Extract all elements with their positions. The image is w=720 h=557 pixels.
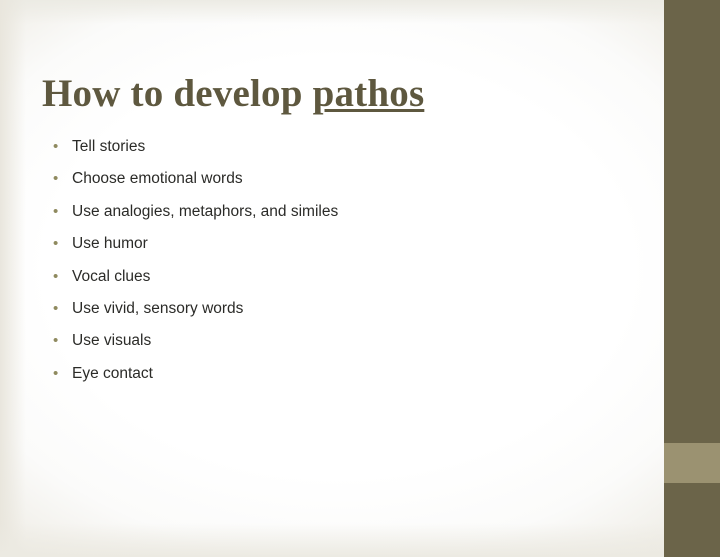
- list-item-label: Choose emotional words: [72, 170, 243, 188]
- bullet-dot-icon: •: [53, 170, 59, 188]
- right-accent-band-lower: [664, 483, 720, 557]
- list-item: [48, 131, 628, 163]
- list-item-label: Use vivid, sensory words: [72, 300, 244, 318]
- list-item-label: Tell stories: [72, 138, 146, 155]
- bullet-dot-icon: •: [53, 300, 59, 318]
- list-item: [48, 228, 628, 260]
- bullet-dot-icon: •: [53, 267, 59, 285]
- list-item: [48, 163, 628, 195]
- list-item-label: Use humor: [72, 235, 148, 253]
- list-item: [48, 196, 628, 228]
- list-item: [48, 358, 628, 390]
- list-item-label: Use visuals: [72, 332, 152, 350]
- right-accent-band-light: [664, 443, 720, 483]
- list-item: [48, 325, 628, 357]
- list-item-label: Eye contact: [72, 364, 153, 382]
- left-vignette: [0, 0, 26, 557]
- bullet-list: [48, 131, 628, 390]
- list-item-label: Use analogies, metaphors, and similes: [72, 202, 339, 220]
- bullet-dot-icon: •: [53, 202, 59, 220]
- bullet-dot-icon: •: [53, 235, 59, 253]
- bullet-dot-icon: •: [53, 332, 59, 350]
- list-item-label: Vocal clues: [72, 267, 151, 285]
- slide-title-prefix: How to develop: [42, 72, 313, 116]
- slide-title-emphasis: pathos: [312, 72, 425, 116]
- bottom-vignette: [0, 523, 664, 557]
- bullet-dot-icon: •: [53, 138, 59, 155]
- list-item: [48, 293, 628, 325]
- bullet-dot-icon: •: [53, 364, 59, 382]
- top-vignette: [0, 0, 664, 24]
- slide-title: [42, 70, 642, 118]
- list-item: [48, 261, 628, 293]
